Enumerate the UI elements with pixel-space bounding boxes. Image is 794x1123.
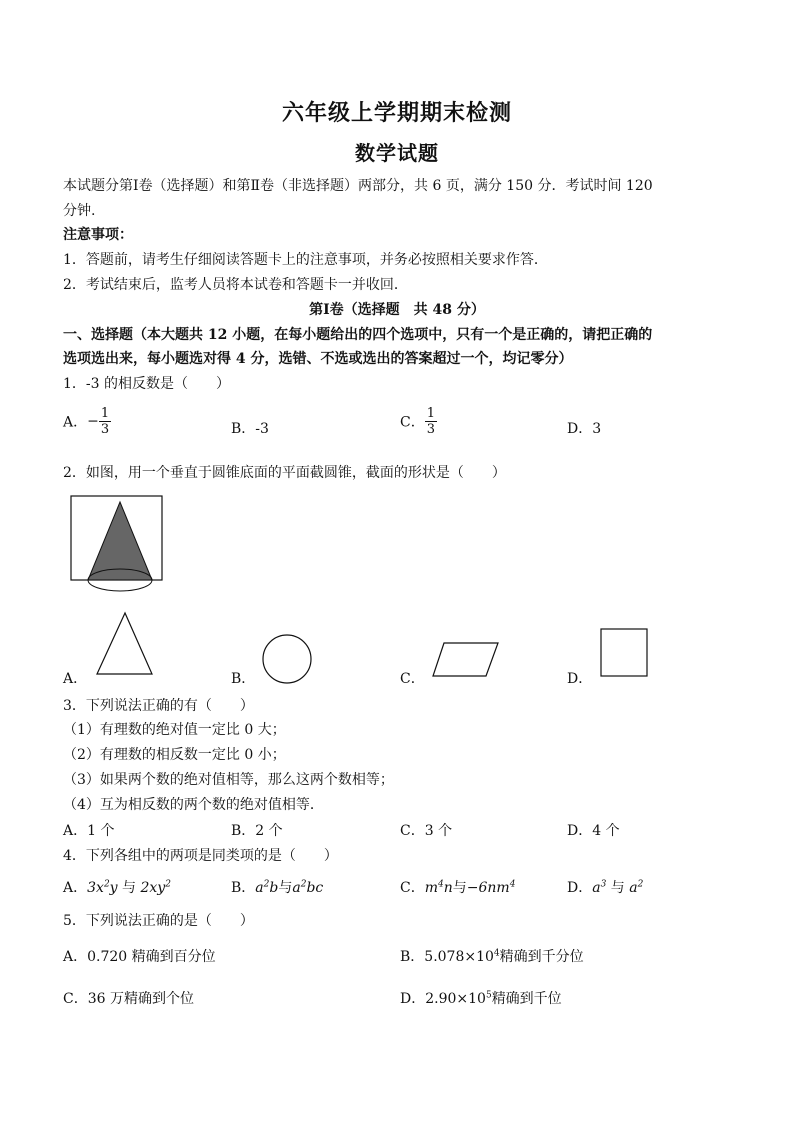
q3-option-c: C．3 个 — [400, 823, 453, 839]
option-label: B． — [400, 949, 425, 965]
part1-heading: 第Ⅰ卷（选择题 共 48 分） — [309, 302, 485, 318]
fraction-denominator: 3 — [100, 422, 110, 437]
exponent: 4 — [493, 948, 500, 959]
fraction-numerator: 1 — [100, 406, 110, 421]
q3-statement-1: （1）有理数的绝对值一定比 0 大； — [63, 722, 286, 738]
math-expression: $-6nm^4$ — [466, 879, 516, 896]
section1-instructions-cont: 选项选出来，每小题选对得 4 分，选错、不选或选出的答案超过一个，均记零分） — [63, 351, 573, 367]
option-text: 精确到千位 — [491, 991, 562, 1007]
option-label: A． — [63, 880, 88, 896]
notes-heading: 注意事项： — [63, 227, 133, 243]
q4-option-b — [231, 877, 323, 897]
circle-shape — [260, 632, 314, 686]
q2-option-b: B． — [231, 671, 256, 687]
q2-option-d: D． — [567, 671, 593, 687]
sci-number: 5.078×10 — [424, 949, 494, 965]
section1-instructions: 一、选择题（本大题共 12 小题，在每小题给出的四个选项中，只有一个是正确的，请把正确的 — [63, 327, 653, 343]
note-2: 2．考试结束后，监考人员将本试卷和答题卡一并收回． — [63, 277, 408, 293]
exponent: 5 — [485, 990, 492, 1001]
conjunction: 与 — [278, 880, 293, 896]
q5-option-b — [400, 946, 584, 966]
page-subtitle: 数学试题 — [355, 141, 439, 165]
conjunction: 与 — [452, 880, 467, 896]
note-1: 1．答题前，请考生仔细阅读答题卡上的注意事项，并务必按照相关要求作答． — [63, 252, 548, 268]
option-label: A． — [63, 414, 88, 431]
q1-option-c — [400, 406, 437, 437]
fraction — [99, 406, 111, 437]
q3-statement-3: （3）如果两个数的绝对值相等，那么这两个数相等； — [63, 772, 394, 788]
q4-stem: 4．下列各组中的两项是同类项的是（ ） — [63, 848, 338, 864]
q4-option-c — [400, 877, 515, 897]
triangle-shape — [94, 610, 156, 678]
square-shape — [598, 626, 650, 680]
conjunction: 与 — [610, 880, 625, 896]
q4-option-a — [63, 877, 171, 897]
option-label: B． — [231, 880, 256, 896]
intro-text-cont: 分钟. — [63, 203, 96, 219]
math-expression: $a^2b$ — [255, 879, 279, 896]
q5-option-d — [400, 988, 562, 1008]
q3-option-a: A．1 个 — [63, 823, 115, 839]
q3-option-d: D．4 个 — [567, 823, 620, 839]
math-expression: $2xy^2$ — [140, 879, 171, 896]
option-label: C． — [400, 880, 425, 896]
q1-option-b: B．-3 — [231, 421, 269, 437]
q3-option-b: B．2 个 — [231, 823, 283, 839]
q3-stem: 3．下列说法正确的有（ ） — [63, 698, 254, 714]
math-expression: $m^4n$ — [424, 879, 453, 896]
fraction — [425, 406, 437, 437]
q5-option-c: C．36 万精确到个位 — [63, 991, 194, 1007]
q2-option-a: A． — [63, 671, 88, 687]
math-expression: $3x^2y$ — [87, 879, 118, 896]
parallelogram-shape — [430, 640, 502, 680]
sci-number: 2.90×10 — [425, 991, 486, 1007]
q5-stem: 5．下列说法正确的是（ ） — [63, 913, 254, 929]
page-title: 六年级上学期期末检测 — [281, 100, 512, 126]
math-expression: $a^2bc$ — [292, 879, 324, 896]
q1-stem: 1．-3 的相反数是（ ） — [63, 376, 230, 392]
math-expression: $a^3$ — [592, 879, 607, 896]
cone-cut-figure — [68, 492, 168, 598]
q3-statement-2: （2）有理数的相反数一定比 0 小； — [63, 747, 286, 763]
q2-option-c: C． — [400, 671, 425, 687]
q2-stem: 2．如图，用一个垂直于圆锥底面的平面截圆锥，截面的形状是（ ） — [63, 465, 506, 481]
q1-option-d: D．3 — [567, 421, 602, 437]
q1-option-a — [63, 406, 111, 437]
q3-statement-4: （4）互为相反数的两个数的绝对值相等． — [63, 797, 324, 813]
fraction-numerator: 1 — [426, 406, 435, 421]
option-label: D． — [400, 991, 426, 1007]
option-label: D． — [567, 880, 593, 896]
math-expression: $a^2$ — [629, 879, 644, 896]
conjunction: 与 — [122, 880, 137, 896]
option-text: 精确到千分位 — [499, 949, 584, 965]
q5-option-a: A．0.720 精确到百分位 — [63, 949, 216, 965]
q4-option-d — [567, 877, 643, 897]
intro-text: 本试题分第Ⅰ卷（选择题）和第Ⅱ卷（非选择题）两部分，共 6 页，满分 150 分．考试时间 120 — [63, 178, 653, 194]
minus-sign: − — [87, 413, 99, 430]
fraction-denominator: 3 — [426, 422, 435, 437]
option-label: C． — [400, 414, 425, 431]
